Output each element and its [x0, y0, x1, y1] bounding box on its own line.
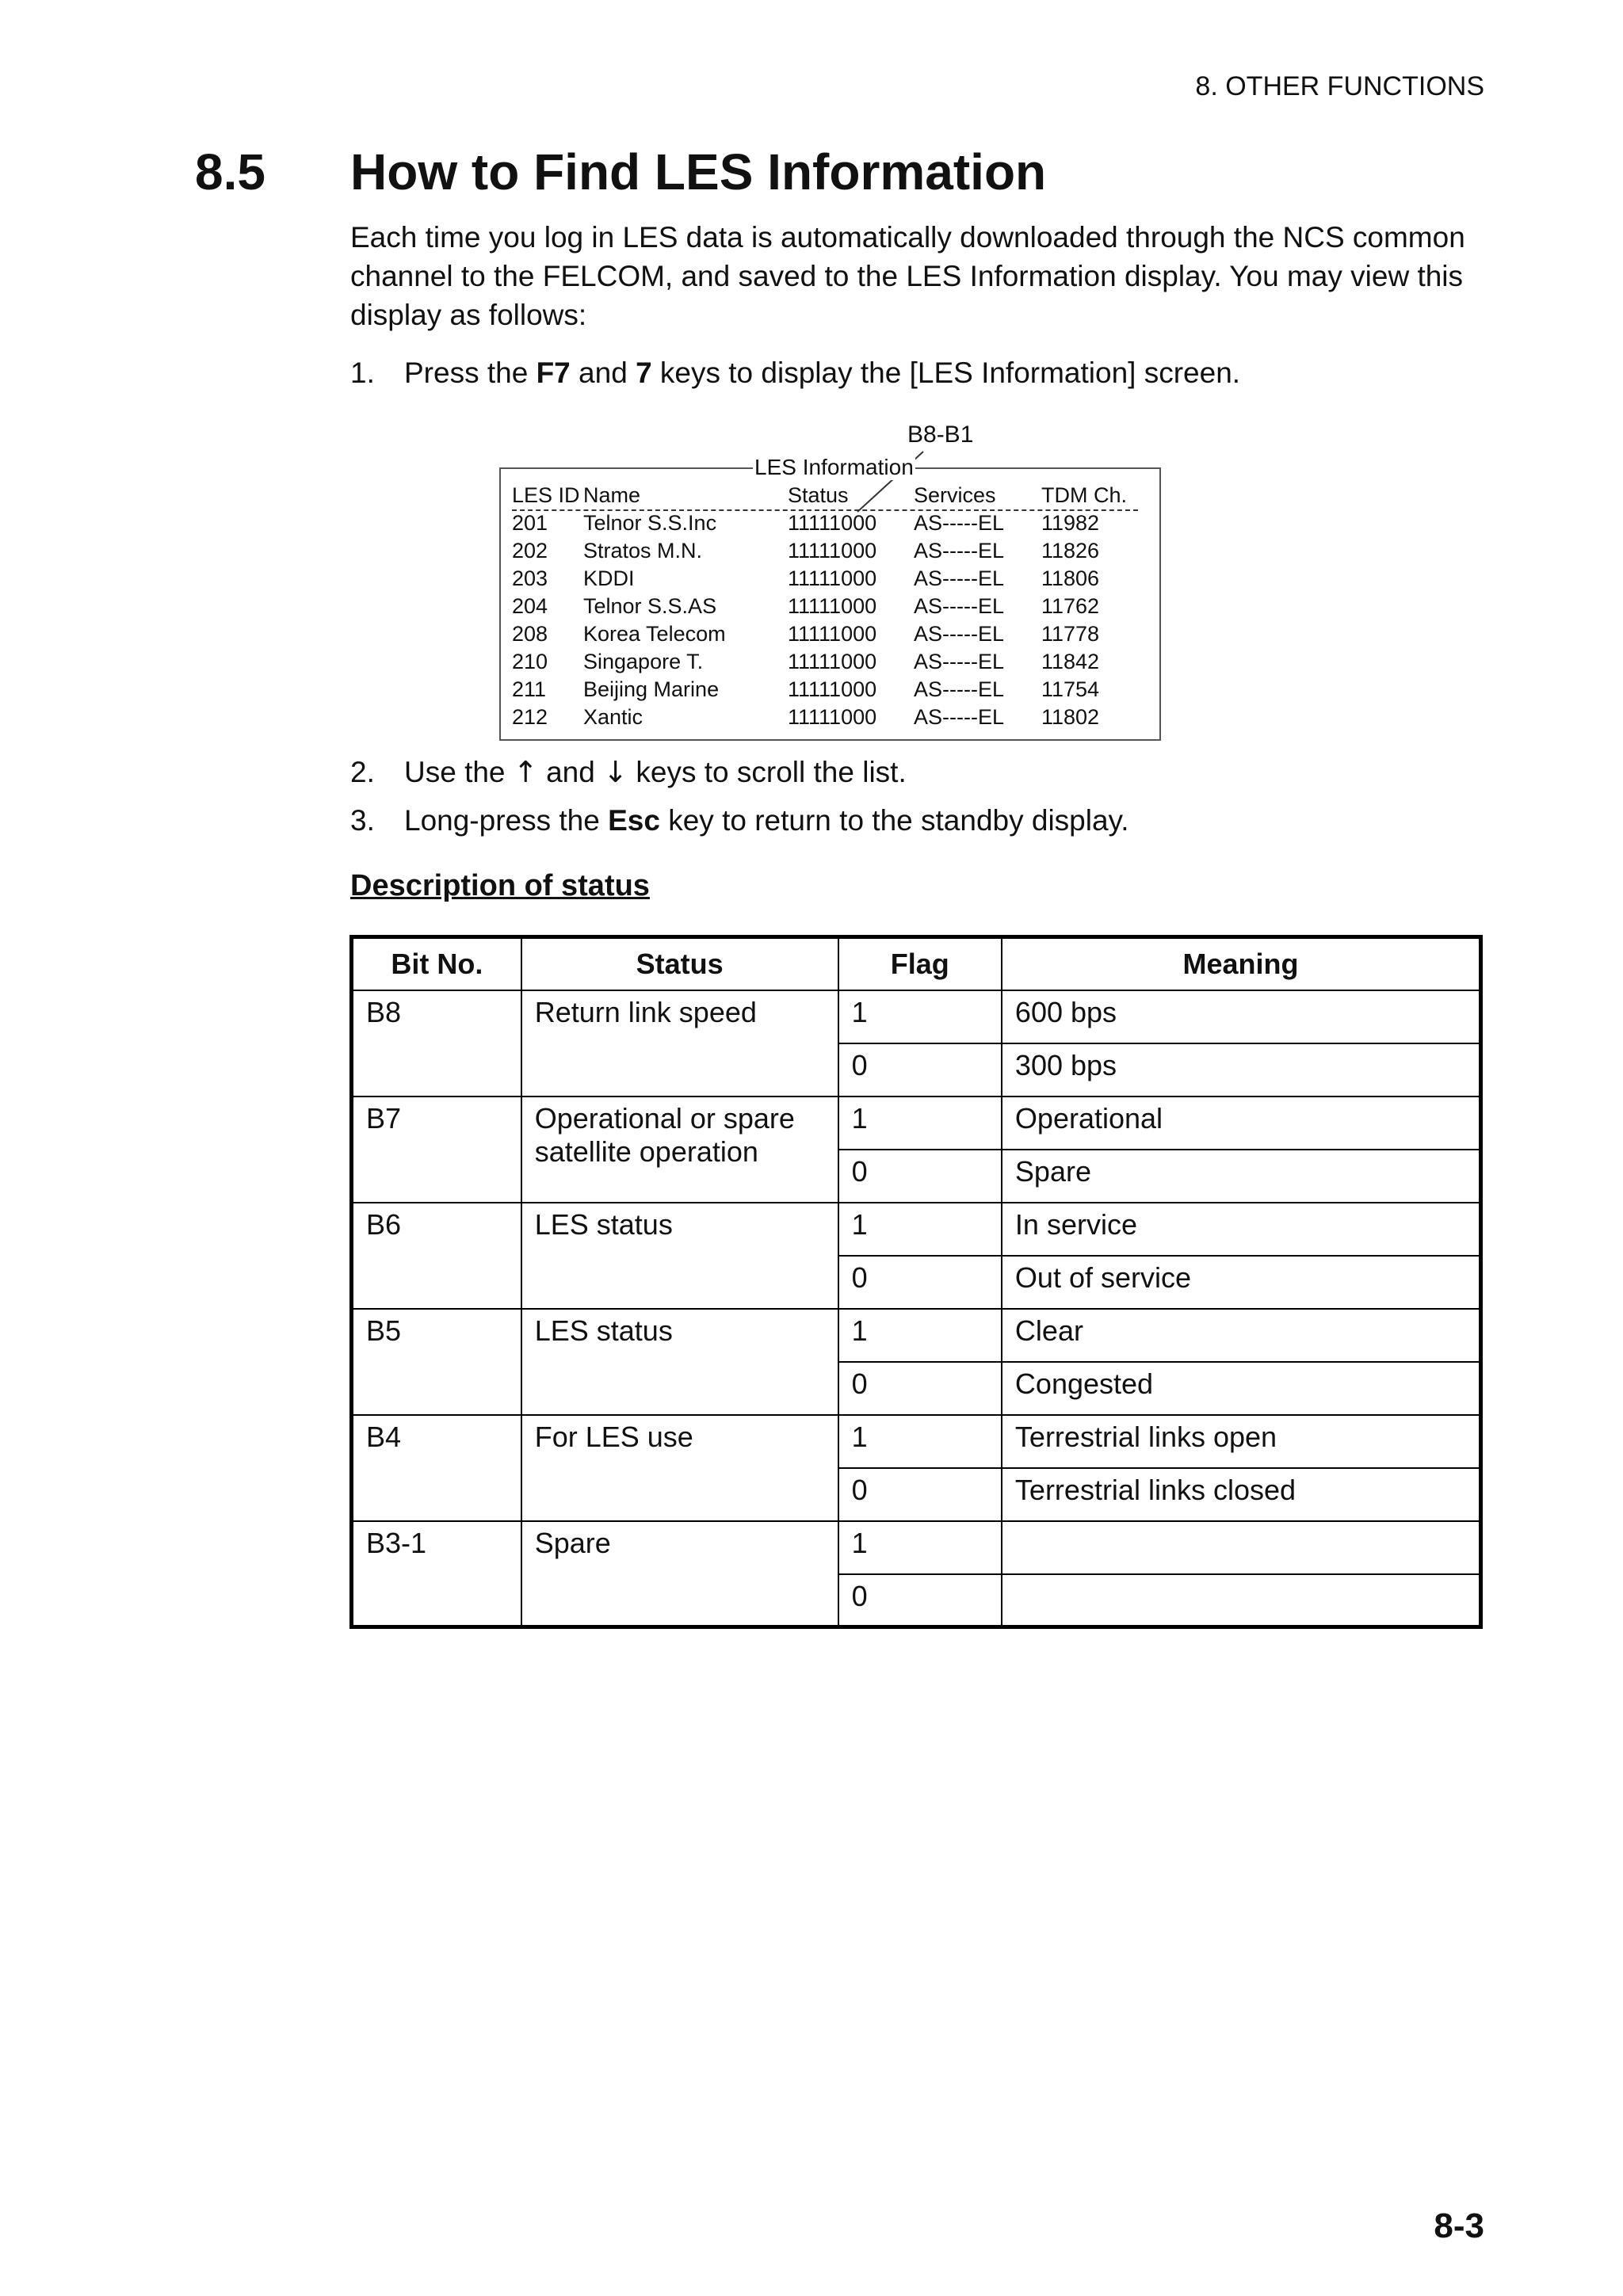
meaning-cell: Operational	[1002, 1097, 1481, 1150]
table-row	[352, 1415, 1481, 1468]
les-name: Xantic	[583, 705, 643, 729]
flag-cell: 0	[838, 1574, 1002, 1627]
meaning-cell: Terrestrial links closed	[1002, 1468, 1481, 1521]
step-2	[350, 755, 907, 789]
flag-cell: 0	[838, 1043, 1002, 1097]
table-row	[352, 1097, 1481, 1150]
les-id: 208	[512, 622, 548, 646]
les-name: Stratos M.N.	[583, 539, 703, 563]
les-services: AS-----EL	[914, 677, 1004, 701]
les-row	[512, 677, 1138, 704]
running-header: 8. OTHER FUNCTIONS	[1195, 71, 1484, 101]
step-text: keys to scroll the list.	[628, 756, 907, 788]
les-name: Telnor S.S.Inc	[583, 511, 717, 535]
col-status: Status	[788, 483, 849, 507]
les-name: Singapore T.	[583, 650, 704, 673]
les-name: Korea Telecom	[583, 622, 726, 646]
table-header-row	[352, 937, 1481, 990]
les-row	[512, 650, 1138, 677]
les-status: 11111000	[788, 622, 877, 646]
section-title: How to Find LES Information	[350, 143, 1047, 200]
status-cell: Return link speed	[521, 990, 838, 1097]
les-tdm: 11762	[1041, 594, 1100, 618]
les-status: 11111000	[788, 677, 877, 701]
meaning-cell: Spare	[1002, 1150, 1481, 1203]
flag-cell: 0	[838, 1150, 1002, 1203]
les-services: AS-----EL	[914, 622, 1004, 646]
col-tdm: TDM Ch.	[1041, 483, 1127, 507]
meaning-cell: 300 bps	[1002, 1043, 1481, 1097]
les-services: AS-----EL	[914, 511, 1004, 535]
step-text: and	[570, 357, 636, 389]
les-id: 210	[512, 650, 548, 673]
table-row	[352, 1521, 1481, 1574]
les-tdm: 11982	[1041, 511, 1100, 535]
bit-cell: B4	[352, 1415, 521, 1521]
flag-cell: 1	[838, 1415, 1002, 1468]
col-name: Name	[583, 483, 641, 507]
les-services: AS-----EL	[914, 705, 1004, 729]
les-id: 204	[512, 594, 548, 618]
header-bit-no: Bit No.	[352, 937, 521, 990]
step-text: Press the	[404, 357, 537, 389]
les-status: 11111000	[788, 650, 877, 673]
step-1	[350, 357, 1240, 390]
meaning-cell	[1002, 1521, 1481, 1574]
les-row	[512, 566, 1138, 593]
les-row	[512, 511, 1138, 538]
step-number: 3.	[350, 804, 375, 837]
les-id: 203	[512, 566, 548, 590]
bit-cell: B7	[352, 1097, 521, 1203]
les-id: 211	[512, 677, 547, 701]
meaning-cell	[1002, 1574, 1481, 1627]
flag-cell: 0	[838, 1362, 1002, 1415]
les-name: Telnor S.S.AS	[583, 594, 717, 618]
step-text: Use the	[404, 756, 514, 788]
screen-title: LES Information	[754, 455, 914, 479]
status-cell: Operational or spare satellite operation	[521, 1097, 838, 1203]
les-tdm: 11806	[1041, 566, 1100, 590]
intro-paragraph: Each time you log in LES data is automatically downloaded through the NCS common channel to the FELCOM, and saved to the LES Information display. You may view this display as follows:	[350, 221, 1465, 331]
status-cell: Spare	[521, 1521, 838, 1627]
flag-cell: 1	[838, 1309, 1002, 1362]
flag-cell: 1	[838, 990, 1002, 1043]
section-number: 8.5	[195, 143, 265, 200]
key-esc: Esc	[608, 804, 660, 837]
les-services: AS-----EL	[914, 594, 1004, 618]
status-cell: LES status	[521, 1309, 838, 1415]
les-row	[512, 594, 1138, 621]
les-status: 11111000	[788, 705, 877, 729]
les-tdm: 11826	[1041, 539, 1100, 563]
flag-cell: 0	[838, 1256, 1002, 1309]
les-status: 11111000	[788, 511, 877, 535]
step-text: and	[537, 756, 604, 788]
col-services: Services	[914, 483, 996, 507]
figure-callout: B8-B1	[907, 421, 974, 448]
key-7: 7	[636, 357, 652, 389]
status-description-table	[349, 935, 1483, 1629]
header-meaning: Meaning	[1002, 937, 1481, 990]
step-number: 2.	[350, 756, 375, 788]
meaning-cell: Terrestrial links open	[1002, 1415, 1481, 1468]
flag-cell: 0	[838, 1468, 1002, 1521]
step-text: key to return to the standby display.	[659, 804, 1129, 837]
les-status: 11111000	[788, 566, 877, 590]
status-cell: LES status	[521, 1203, 838, 1309]
up-arrow-icon: ↑	[513, 755, 538, 789]
les-services: AS-----EL	[914, 566, 1004, 590]
meaning-cell: In service	[1002, 1203, 1481, 1256]
bit-cell: B5	[352, 1309, 521, 1415]
down-arrow-icon: ↓	[603, 755, 628, 789]
status-description-heading: Description of status	[350, 869, 650, 902]
key-f7: F7	[536, 357, 571, 389]
header-status: Status	[521, 937, 838, 990]
screen-column-headers	[512, 483, 1138, 509]
les-tdm: 11754	[1041, 677, 1100, 701]
meaning-cell: 600 bps	[1002, 990, 1481, 1043]
les-tdm: 11802	[1041, 705, 1100, 729]
les-row	[512, 705, 1138, 732]
page-number: 8-3	[1434, 2206, 1484, 2245]
les-id: 201	[512, 511, 548, 535]
les-services: AS-----EL	[914, 650, 1004, 673]
bit-cell: B8	[352, 990, 521, 1097]
meaning-cell: Congested	[1002, 1362, 1481, 1415]
table-row	[352, 1309, 1481, 1362]
les-row	[512, 622, 1138, 649]
header-flag: Flag	[838, 937, 1002, 990]
meaning-cell: Clear	[1002, 1309, 1481, 1362]
step-text: keys to display the [LES Information] screen.	[651, 357, 1241, 389]
step-3	[350, 804, 1129, 837]
les-id: 212	[512, 705, 548, 729]
les-tdm: 11842	[1041, 650, 1100, 673]
step-number: 1.	[350, 357, 375, 389]
meaning-cell: Out of service	[1002, 1256, 1481, 1309]
les-name: Beijing Marine	[583, 677, 720, 701]
flag-cell: 1	[838, 1097, 1002, 1150]
les-name: KDDI	[583, 566, 635, 590]
table-row	[352, 990, 1481, 1043]
status-cell: For LES use	[521, 1415, 838, 1521]
les-tdm: 11778	[1041, 622, 1100, 646]
col-les-id: LES ID	[512, 483, 580, 507]
bit-cell: B6	[352, 1203, 521, 1309]
les-id: 202	[512, 539, 548, 563]
table-row	[352, 1203, 1481, 1256]
les-status: 11111000	[788, 594, 877, 618]
les-services: AS-----EL	[914, 539, 1004, 563]
les-status: 11111000	[788, 539, 877, 563]
step-text: Long-press the	[404, 804, 609, 837]
flag-cell: 1	[838, 1203, 1002, 1256]
bit-cell: B3-1	[352, 1521, 521, 1627]
les-row	[512, 539, 1138, 566]
flag-cell: 1	[838, 1521, 1002, 1574]
